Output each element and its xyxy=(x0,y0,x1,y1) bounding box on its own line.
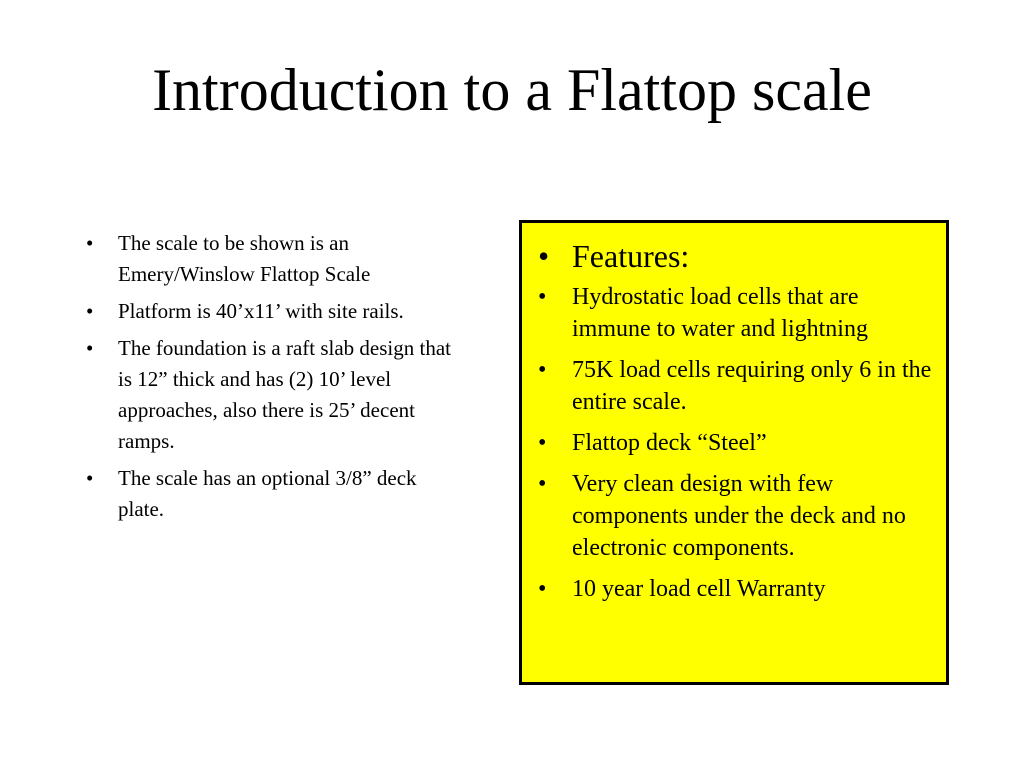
features-list xyxy=(534,237,938,614)
list-item xyxy=(534,427,938,459)
list-item xyxy=(534,354,938,418)
list-item xyxy=(78,463,458,525)
bullet-icon: • xyxy=(538,430,547,456)
list-item xyxy=(534,468,938,564)
bullet-icon: • xyxy=(86,466,94,490)
bullet-icon: • xyxy=(538,238,550,274)
list-item xyxy=(78,333,458,457)
feature-text: 10 year load cell Warranty xyxy=(572,576,826,602)
list-item xyxy=(78,296,478,327)
list-item xyxy=(534,573,938,605)
bullet-icon: • xyxy=(86,299,94,323)
bullet-icon: • xyxy=(538,471,547,497)
list-item xyxy=(78,228,478,290)
features-box xyxy=(519,220,949,685)
bullet-text: The foundation is a raft slab design that is 12” thick and has (2) 10’ level approaches, also there is 25’ decent ramps. xyxy=(118,336,451,453)
slide-title: Introduction to a Flattop scale xyxy=(152,57,872,123)
bullet-icon: • xyxy=(538,284,547,310)
list-item xyxy=(534,281,938,345)
bullet-icon: • xyxy=(538,357,547,383)
bullet-icon: • xyxy=(86,336,94,360)
feature-text: Hydrostatic load cells that are immune to water and lightning xyxy=(572,284,868,342)
feature-text: Very clean design with few components under the deck and no electronic components. xyxy=(572,471,906,561)
intro-bullet-list xyxy=(78,228,478,531)
features-heading-text: Features: xyxy=(572,238,690,274)
bullet-text: The scale to be shown is an Emery/Winslow Flattop Scale xyxy=(118,231,371,286)
bullet-text: The scale has an optional 3/8” deck plate. xyxy=(118,466,417,521)
feature-text: 75K load cells requiring only 6 in the entire scale. xyxy=(572,357,932,415)
feature-text: Flattop deck “Steel” xyxy=(572,430,767,456)
bullet-icon: • xyxy=(538,576,547,602)
bullet-icon: • xyxy=(86,231,94,255)
bullet-text: Platform is 40’x11’ with site rails. xyxy=(118,299,404,323)
features-heading xyxy=(534,237,938,275)
